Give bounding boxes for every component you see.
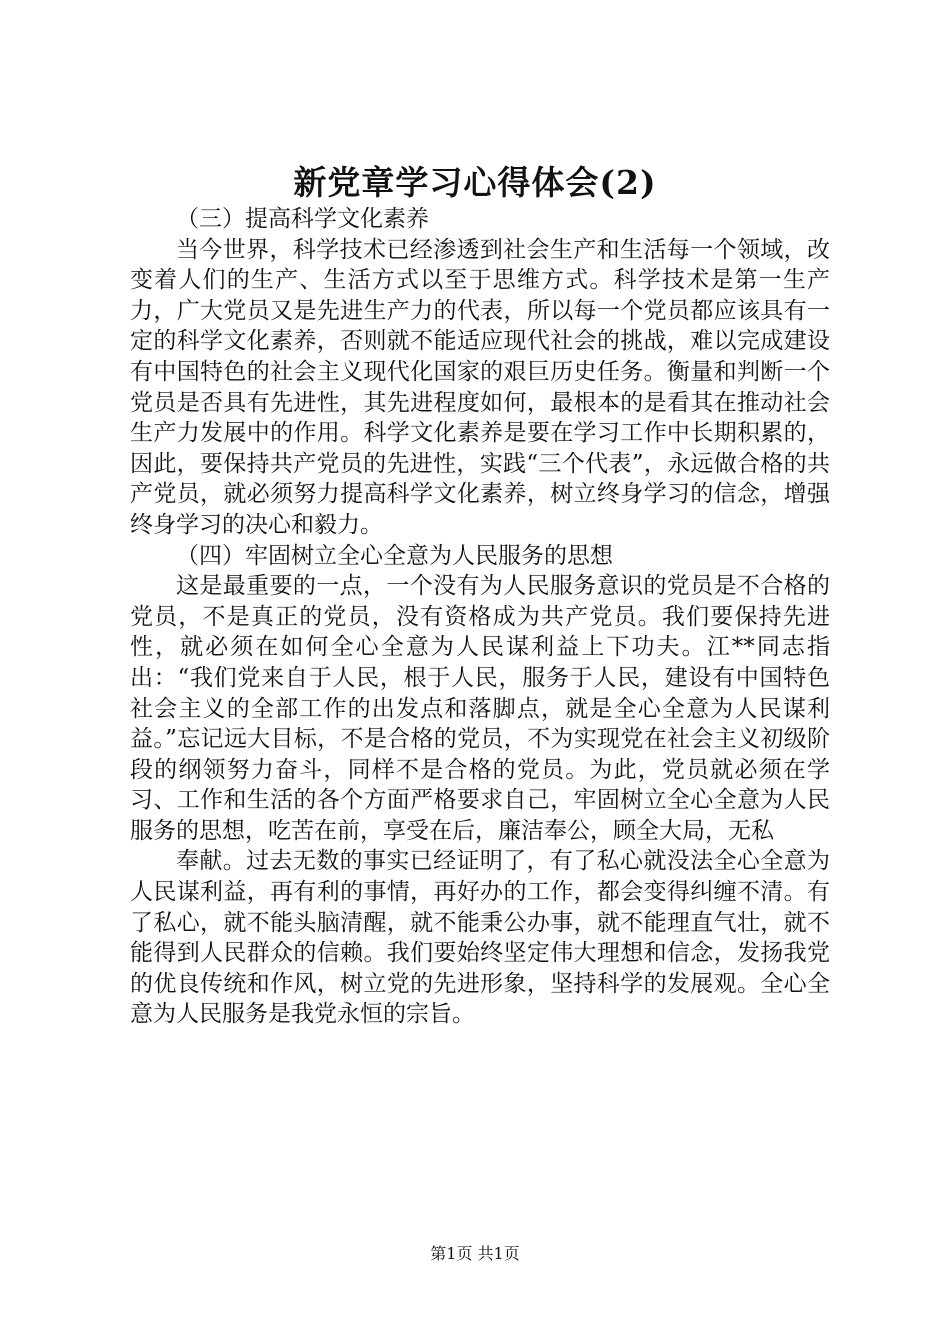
page-footer: 第1页 共1页 bbox=[430, 1244, 520, 1263]
body-paragraph: 当今世界，科学技术已经渗透到社会生产和生活每一个领域，改变着人们的生产、生活方式以至于思维方式。科学技术是第一生产力，广大党员又是先进生产力的代表，所以每一个党员都应该具有一定的科学文化素养，否则就不能适应现代社会的挑战，难以完成建设有中国特色的社会主义现代化国家的艰巨历史任务。衡量和判断一个党员是否具有先进性，其先进程度如何，最根本的是看其在推动社会生产力发展中的作用。科学文化素养是要在学习工作中长期积累的，因此，要保持共产党员的先进性，实践“三个代表”，永远做合格的共产党员，就必须努力提高科学文化素养，树立终身学习的信念，增强终身学习的决心和毅力。 bbox=[130, 236, 830, 538]
section-heading-4: （四）牢固树立全心全意为人民服务的思想 bbox=[176, 542, 613, 569]
document-body bbox=[130, 204, 830, 1030]
body-paragraph: 这是最重要的一点，一个没有为人民服务意识的党员是不合格的党员，不是真正的党员，没有资格成为共产党员。我们要保持先进性，就必须在如何全心全意为人民谋利益上下功夫。江**同志指出：“我们党来自于人民，根于人民，服务于人民，建设有中国特色社会主义的全部工作的出发点和落脚点，就是全心全意为人民谋利益。”忘记远大目标，不是合格的党员，不为实现党在社会主义初级阶段的纲领努力奋斗，同样不是合格的党员。为此，党员就必须在学习、工作和生活的各个方面严格要求自己，牢固树立全心全意为人民服务的思想，吃苦在前，享受在后，廉洁奉公，顾全大局，无私 bbox=[130, 573, 830, 844]
body-paragraph: 奉献。过去无数的事实已经证明了，有了私心就没法全心全意为人民谋利益，再有利的事情，再好办的工作，都会变得纠缠不清。有了私心，就不能头脑清醒，就不能秉公办事，就不能理直气壮，就不能得到人民群众的信赖。我们要始终坚定伟大理想和信念，发扬我党的优良传统和作风，树立党的先进形象，坚持科学的发展观。全心全意为人民服务是我党永恒的宗旨。 bbox=[130, 848, 830, 1028]
document-title: 新党章学习心得体会(2) bbox=[293, 163, 657, 202]
section-heading-3: （三）提高科学文化素养 bbox=[176, 206, 429, 232]
